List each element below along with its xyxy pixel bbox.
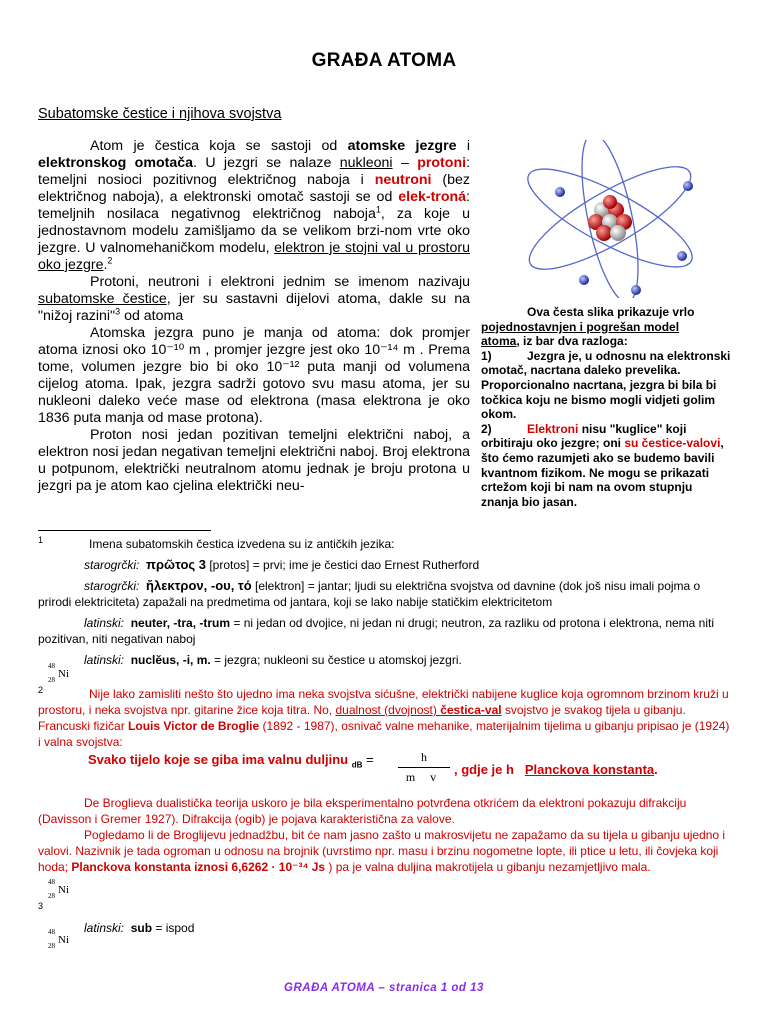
section-heading: Subatomske čestice i njihova svojstva xyxy=(38,106,282,122)
atom-model-image xyxy=(520,140,720,298)
footnote-1: $^1$ Imena subatomskih čestica izvedena su iz antičkih jezika: starogrčki: πρῶτος 3 [protos] = prvi; ime je čestici dao Ernest Rutherford starogrčki: ἤλεκτρον, -ου, τό [elektron] = jantar; ljudi su električna svojstva od davnine (dok još nisu imali pojma o prirodi elektriciteta) zapažali na predmetima od jantara, koji se lako nabije statičkim elektricitetom latinski: neuter, -tra, -trum = ni jedan od dvojice, ni jedan ni drugi; neutron, za razliku od protona i elektrona, nema niti pozitivan, niti negativan naboj latinski: nuclĕus, -i, m. = jezgra; nukleoni su čestice u atomskoj jezgri. xyxy=(38,535,715,667)
planck-constant-link[interactable]: Planckova konstanta xyxy=(524,762,655,777)
paragraph-subatomic: Protoni, neutroni i elektroni jednim se imenom nazivaju subatomske čestice, jer su sastavni dijelovi atoma, dakle su na "nižoj razini"$^3$ od atoma xyxy=(38,274,470,324)
footnote-2-continued: De Broglieva dualistička teorija uskoro je bila eksperimentalno potvrđena otkrićem da elektroni pokazuju difrakciju (Davisson i Gremer 1927). Difrakcija (ogib) je pojava karakteristična za valove. Pogledamo li de Broglijevu jednadžbu, bit će nam jasno zašto u makrosvijetu ne zapažamo da su tijela u gibanju ujedno i valovi. Nazivnik je tada ogroman u odnosu na brojnik (uvrstimo npr. masu i brzinu nogometne lopte, ili ptice u letu, ili čovjeka koji hoda; Planckova konstanta iznosi 6,6262 · 10⁻³⁴ Js ) pa je valna duljina makrotijela u gibanju nezamjetljivo mala. xyxy=(38,796,726,874)
de-broglie-formula: Svako tijelo koje se giba ima valnu duljinu $_{dB}$ = xyxy=(88,752,374,770)
main-text xyxy=(38,138,470,495)
formula-suffix: , gdje je h Planckova konstanta. xyxy=(454,762,658,777)
footnote-ref-3[interactable]: 3 xyxy=(115,306,121,317)
atom-icon xyxy=(520,140,720,298)
paragraph-nucleus-size: Atomska jezgra puno je manja od atoma: dok promjer atoma iznosi oko 10⁻¹⁰ m , promjer jezgre jest oko 10⁻¹⁴ m . Prema tome, volumen jezgre bio bi oko 10⁻¹² puta manji od volumena cijelog atoma. Ipak, jezgra sadrži gotovo svu masu atoma, jer su nukleoni daleko veće mase od elektrona (masa elektrona je oko 1836 puta manja od mase protona). xyxy=(38,325,470,426)
page-title: GRAĐA ATOMA xyxy=(311,50,457,71)
footnote-ref-2[interactable]: 2 xyxy=(107,255,113,266)
paragraph-charge: Proton nosi jedan pozitivan temeljni električni naboj, a elektron nosi jedan negativan temeljni električni naboj. Broj elektrona u potpunom, električki neutralnom atomu jednak je broju protona u jezgri pa je atom kao cjelina električki neu- xyxy=(38,427,470,494)
footnote-3: $^3$ latinski: sub = ispod xyxy=(38,901,195,935)
footnote-separator xyxy=(38,530,211,531)
footnote-ref-1[interactable]: 1 xyxy=(375,204,381,215)
formula-fraction: $\frac{h}{\text{m v}}$ xyxy=(398,750,450,785)
paragraph-atom-structure: Atom je čestica koja se sastoji od atomske jezgre i elektronskog omotača. U jezgri se nalaze nukleoni – protoni: temeljni nosioci pozitivnog električnog naboja i neutroni (bez električnog naboja), a elektronski omotač sastoji se od elek-troná: temeljnih nosilaca negativnog električnog naboja$^1$, za koje u jednostavnom modelu zamišljamo da se velikom brzi-nom vrte oko jezgre. U valnomehaničkom modelu, elektron je stojni val u prostoru oko jezgre.$^2$ xyxy=(38,138,471,273)
footnote-2: $^2$ Nije lako zamisliti nešto što ujedno ima neka svojstva sićušne, električki nabijene kuglice koja ogromnom brzinom kruži u prostoru, i neka svojstva npr. gitarine žice koja titra. No, dualnost (dvojnost) čestica-val svojstvo je svakog tijela u gibanju. Francuski fizičar Louis Victor de Broglie (1892 - 1987), osnivač valne mehanike, materijalnim tijelima u gibanju pripisao je (1924) i valna svojstva: xyxy=(38,685,730,749)
page-footer: GRAĐA ATOMA – stranica 1 od 13 xyxy=(284,982,484,994)
image-caption: Ova česta slika prikazuje vrlo pojednostavnjen i pogrešan model atoma, iz bar dva razloga: 1) Jezgra je, u odnosnu na elektronski omotač, nacrtana daleko prevelika. Proporcionalno nacrtana, jezgra bi bila bi točkica koju ne bismo mogli vidjeti golim okom. 2) Elektroni nisu "kuglice" koji orbitiraju oko jezgre; oni su čestice-valovi, što ćemo razumjeti ako se budemo bavili kvantnom fizikom. Ne mogu se prikazati crtežom koji bi nam na ovom stupnju znanja bio jasan. xyxy=(481,305,731,509)
